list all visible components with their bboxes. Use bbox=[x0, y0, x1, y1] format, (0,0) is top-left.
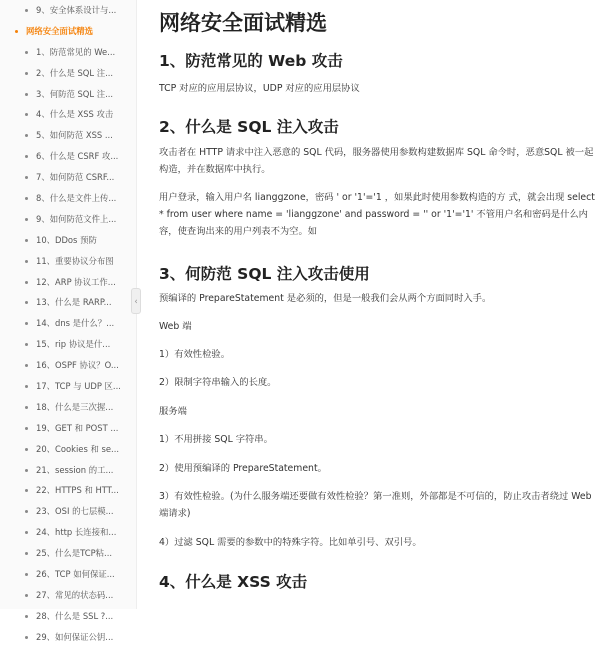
toc-item-label: 11、重要协议分布图 bbox=[36, 255, 114, 266]
toc-item-label: 1、防范常见的 We... bbox=[36, 46, 116, 57]
toc-item[interactable] bbox=[0, 418, 136, 439]
paragraph: TCP 对应的应用层协议，UDP 对应的应用层协议 bbox=[159, 83, 360, 94]
page-title: 网络安全面试精选 bbox=[159, 11, 327, 35]
bullet-icon bbox=[25, 427, 28, 430]
bullet-icon bbox=[25, 385, 28, 388]
toc-item[interactable] bbox=[0, 292, 136, 313]
toc-item-label: 22、HTTPS 和 HTT... bbox=[36, 485, 119, 496]
toc-item[interactable] bbox=[0, 230, 136, 251]
article-content bbox=[159, 0, 597, 609]
toc-item-label: 26、TCP 如何保证... bbox=[36, 569, 115, 580]
toc-item-label: 10、DDos 预防 bbox=[36, 234, 97, 245]
bullet-icon bbox=[25, 176, 28, 179]
paragraph: 用户登录，输入用户名 lianggzone，密码 ' or '1'='1 ，如果此时使用参数构造的方 式，就会出现 select * from user where name = 'lianggzone' and password = '' or '1'='1' 不管用户名和密码是什么内容，使查询出来的用户列表不为空。如 bbox=[159, 192, 595, 237]
toc-item[interactable] bbox=[0, 376, 136, 397]
toc-item[interactable] bbox=[0, 585, 136, 606]
bullet-icon bbox=[25, 197, 28, 200]
toc-item-label: 16、OSPF 协议？O... bbox=[36, 360, 119, 371]
paragraph: 3）有效性检验。(为什么服务端还要做有效性检验？第一准则，外部都是不可信的，防止攻击者绕过 Web 端请求) bbox=[159, 491, 592, 519]
toc-item[interactable] bbox=[0, 355, 136, 376]
bullet-icon bbox=[25, 573, 28, 576]
toc-item[interactable] bbox=[0, 480, 136, 501]
toc-item-label: 9、安全体系设计与... bbox=[36, 5, 117, 15]
section-heading-3: 3、何防范 SQL 注入攻击使用 bbox=[159, 265, 370, 283]
toc-item[interactable] bbox=[0, 606, 136, 627]
section-heading-1: 1、防范常见的 Web 攻击 bbox=[159, 52, 343, 70]
toc-item-label: 17、TCP 与 UDP 区... bbox=[36, 381, 121, 392]
bullet-icon bbox=[25, 364, 28, 367]
bullet-icon bbox=[25, 636, 28, 639]
toc-item[interactable] bbox=[0, 84, 136, 105]
section-heading-4: 4、什么是 XSS 攻击 bbox=[159, 573, 308, 591]
bullet-icon bbox=[25, 343, 28, 346]
bullet-icon bbox=[25, 489, 28, 492]
toc-item[interactable] bbox=[0, 334, 136, 355]
toc-item-label: 24、http 长连接和... bbox=[36, 527, 117, 538]
toc-item-label: 25、什么是TCP粘... bbox=[36, 548, 113, 559]
paragraph: 攻击者在 HTTP 请求中注入恶意的 SQL 代码，服务器使用参数构建数据库 SQL 命令时，恶意SQL 被一起构造，并在数据库中执行。 bbox=[159, 147, 594, 175]
bullet-icon bbox=[25, 9, 28, 12]
bullet-icon bbox=[25, 113, 28, 116]
toc-item[interactable] bbox=[0, 42, 136, 63]
bullet-icon bbox=[25, 615, 28, 618]
sidebar-toc bbox=[0, 0, 137, 642]
toc-item-label: 19、GET 和 POST ... bbox=[36, 422, 119, 433]
toc-item[interactable] bbox=[0, 313, 136, 334]
toc-item-label: 14、dns 是什么？... bbox=[36, 318, 115, 329]
toc-item-label: 12、ARP 协议工作... bbox=[36, 276, 116, 287]
toc-item-label: 21、session 的工... bbox=[36, 464, 114, 475]
toc-item-label: 9、如何防范文件上... bbox=[36, 213, 117, 224]
bullet-icon bbox=[25, 93, 28, 96]
paragraph: Web 端 bbox=[159, 321, 192, 332]
toc-item[interactable] bbox=[0, 543, 136, 564]
paragraph: 1）不用拼接 SQL 字符串。 bbox=[159, 434, 273, 445]
toc-item-label: 23、OSI 的七层模... bbox=[36, 506, 114, 517]
toc-item[interactable] bbox=[0, 460, 136, 481]
toc-item-label: 8、什么是文件上传... bbox=[36, 193, 117, 204]
bullet-icon bbox=[25, 72, 28, 75]
section-heading-2: 2、什么是 SQL 注入攻击 bbox=[159, 118, 339, 136]
toc-item-label: 7、如何防范 CSRF... bbox=[36, 172, 115, 183]
toc-item[interactable] bbox=[0, 63, 136, 84]
toc-item-label: 2、什么是 SQL 注... bbox=[36, 67, 114, 78]
toc-item-label: 3、何防范 SQL 注... bbox=[36, 88, 114, 99]
toc-item-label: 15、rip 协议是什... bbox=[36, 339, 111, 350]
bullet-icon bbox=[25, 594, 28, 597]
toc-item[interactable] bbox=[0, 439, 136, 460]
toc-item-label: 13、什么是 RARP... bbox=[36, 297, 112, 308]
toc-item-label: 27、常见的状态码... bbox=[36, 589, 114, 600]
toc-item[interactable] bbox=[0, 104, 136, 125]
bullet-icon bbox=[25, 218, 28, 221]
toc-item-label: 6、什么是 CSRF 攻... bbox=[36, 151, 119, 162]
toc-item[interactable] bbox=[0, 627, 136, 648]
toc-item-label: 29、如何保证公钥... bbox=[36, 631, 114, 642]
bullet-icon bbox=[25, 406, 28, 409]
paragraph: 2）使用预编译的 PrepareStatement。 bbox=[159, 463, 327, 474]
paragraph: 1）有效性检验。 bbox=[159, 349, 230, 360]
bullet-icon bbox=[25, 448, 28, 451]
toc-list bbox=[0, 0, 136, 648]
bullet-icon bbox=[25, 155, 28, 158]
paragraph: 预编译的 PrepareStatement 是必须的，但是一般我们会从两个方面同时入手。 bbox=[159, 293, 492, 304]
toc-item-label: 网络安全面试精选 bbox=[26, 25, 93, 36]
bullet-icon bbox=[15, 30, 18, 33]
bullet-icon bbox=[25, 469, 28, 472]
toc-item[interactable] bbox=[0, 251, 136, 272]
toc-item[interactable] bbox=[0, 501, 136, 522]
bullet-icon bbox=[25, 51, 28, 54]
bullet-icon bbox=[25, 301, 28, 304]
toc-item-label: 5、如何防范 XSS ... bbox=[36, 130, 113, 141]
toc-item[interactable] bbox=[0, 167, 136, 188]
toc-section-active[interactable] bbox=[0, 21, 136, 42]
toc-item[interactable] bbox=[0, 272, 136, 293]
toc-item[interactable] bbox=[0, 564, 136, 585]
paragraph: 4）过滤 SQL 需要的参数中的特殊字符。比如单引号、双引号。 bbox=[159, 537, 422, 548]
bullet-icon bbox=[25, 510, 28, 513]
toc-item-label: 28、什么是 SSL ?... bbox=[36, 610, 114, 621]
bullet-icon bbox=[25, 531, 28, 534]
toc-item[interactable] bbox=[0, 209, 136, 230]
toc-item-label: 20、Cookies 和 se... bbox=[36, 443, 120, 454]
toc-item[interactable] bbox=[0, 188, 136, 209]
bullet-icon bbox=[25, 322, 28, 325]
toc-item[interactable] bbox=[0, 146, 136, 167]
bullet-icon bbox=[25, 260, 28, 263]
bullet-icon bbox=[25, 281, 28, 284]
sidebar-collapse-button[interactable]: ‹ bbox=[131, 288, 141, 314]
toc-item-label: 18、什么是三次握... bbox=[36, 401, 114, 412]
toc-item[interactable] bbox=[0, 522, 136, 543]
toc-item[interactable] bbox=[0, 0, 136, 21]
paragraph: 2）限制字符串输入的长度。 bbox=[159, 377, 277, 388]
toc-item[interactable] bbox=[0, 125, 136, 146]
bullet-icon bbox=[25, 134, 28, 137]
paragraph: 服务端 bbox=[159, 406, 187, 417]
bullet-icon bbox=[25, 552, 28, 555]
toc-item-label: 4、什么是 XSS 攻击 bbox=[36, 109, 114, 120]
bullet-icon bbox=[25, 239, 28, 242]
toc-item[interactable] bbox=[0, 397, 136, 418]
